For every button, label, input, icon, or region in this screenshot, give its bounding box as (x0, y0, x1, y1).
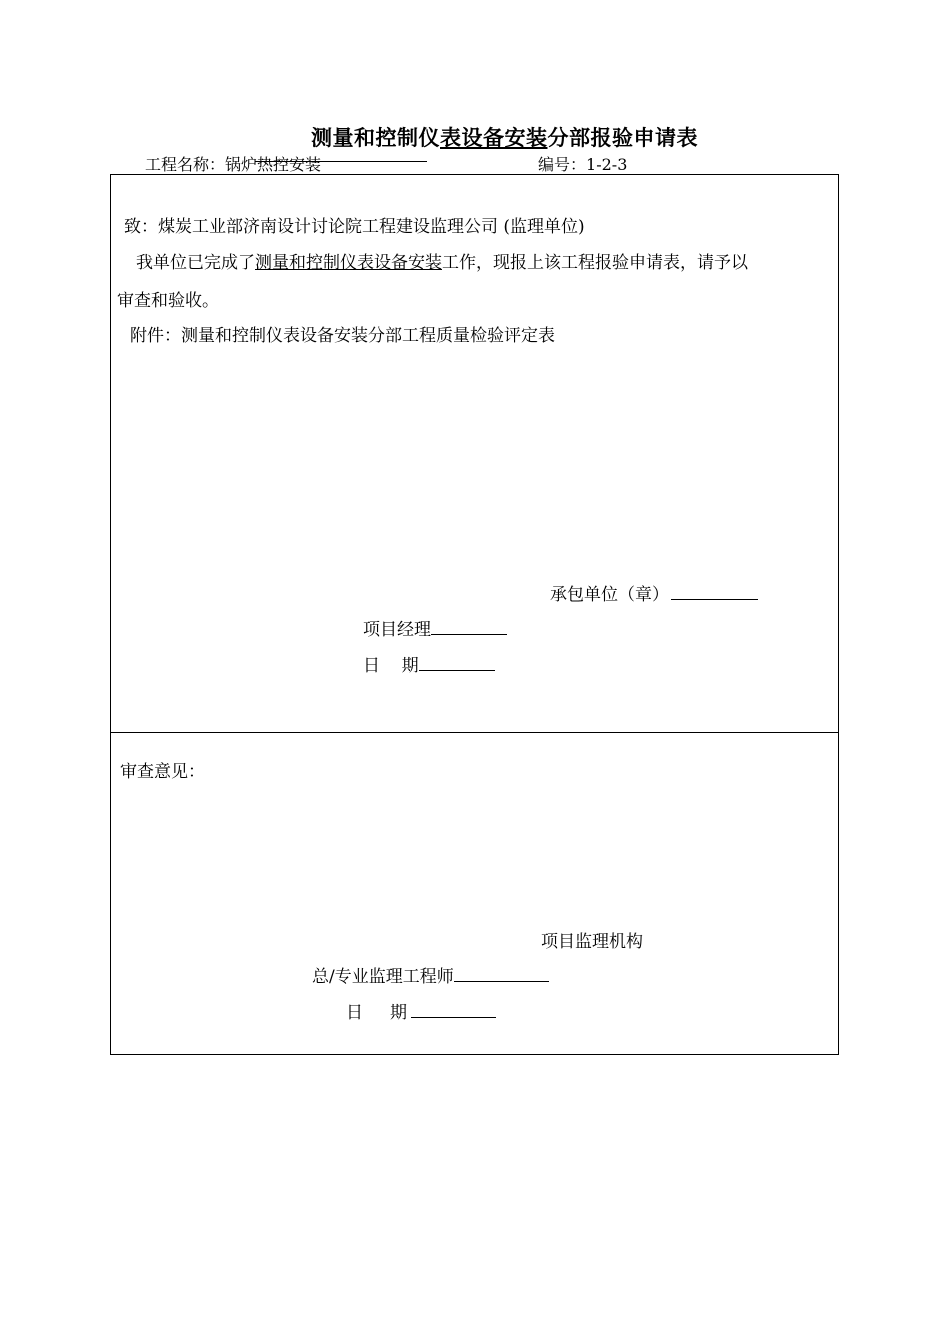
date-field-1[interactable] (419, 653, 495, 671)
project-name-value: 锅炉热控安装 (225, 155, 322, 174)
project-manager-row (363, 615, 507, 640)
contractor-signature-row (550, 580, 758, 605)
supervision-org-label: 项目监理机构 (541, 932, 643, 952)
project-name-line (255, 161, 427, 162)
number-label: 编号： (538, 155, 587, 174)
statement-prefix: 我单位已完成了 (136, 253, 255, 273)
pm-label: 项目经理 (363, 620, 431, 640)
project-name-row (145, 152, 321, 175)
title-part-3: 分部报验申请表 (547, 125, 698, 150)
engineer-label: 总/专业监理工程师 (312, 967, 454, 987)
statement-line-2: 审查和验收。 (117, 291, 219, 311)
attachment-line: 附件：测量和控制仪表设备安装分部工程质量检验评定表 (130, 326, 555, 346)
engineer-row (312, 962, 549, 987)
statement-work-name: 测量和控制仪表设备安装 (255, 253, 442, 273)
date-field-2[interactable] (411, 1000, 496, 1018)
form-number (538, 152, 627, 175)
date-label-1: 日 期 (363, 656, 419, 676)
review-opinion-label: 审查意见： (120, 762, 205, 782)
project-label: 工程名称： (145, 155, 226, 174)
pm-signature-field[interactable] (431, 617, 507, 635)
completion-statement (136, 248, 748, 273)
statement-suffix: 工作，现报上该工程报验申请表，请予以 (442, 253, 748, 273)
contractor-label: 承包单位（章） (550, 585, 669, 605)
page-title (311, 122, 698, 152)
number-value: 1-2-3 (586, 155, 628, 174)
title-part-1: 测量和控制仪 (311, 125, 440, 150)
engineer-signature-field[interactable] (454, 964, 549, 982)
date-label-2: 日 期 (346, 1003, 408, 1023)
title-part-2: 表设备安装 (440, 125, 548, 150)
date-row-1 (363, 651, 495, 676)
contractor-signature-field[interactable] (671, 582, 758, 600)
addressee-line: 致：煤炭工业部济南设计讨论院工程建设监理公司 (监理单位) (124, 217, 585, 237)
section-divider (111, 732, 838, 733)
date-row-2 (346, 998, 496, 1023)
